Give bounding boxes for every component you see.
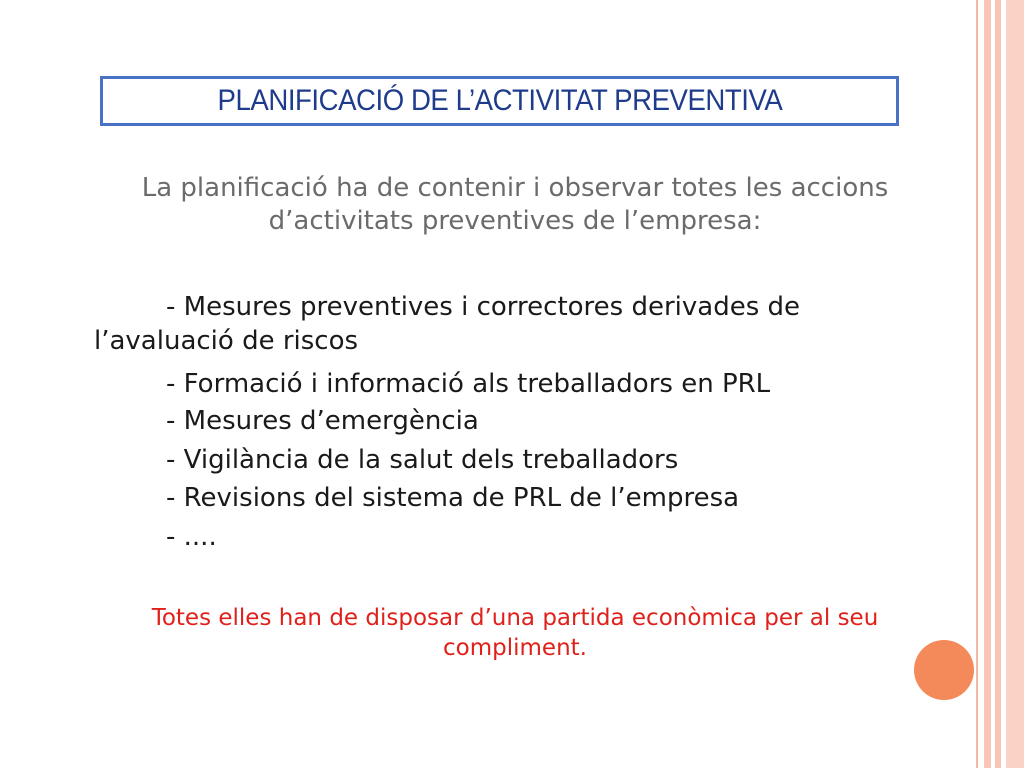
list-item: - Mesures d’emergència <box>166 406 479 436</box>
title-box <box>100 76 899 126</box>
list-item: - Vigilància de la salut dels treballadors <box>166 445 679 475</box>
footer-line-2: compliment. <box>443 635 587 661</box>
decorative-stripe <box>1006 0 1024 768</box>
list-item: - Formació i informació als treballadors en PRL <box>166 369 771 399</box>
slide-title: PLANIFICACIÓ DE L’ACTIVITAT PREVENTIVA <box>217 84 782 117</box>
intro-text <box>40 172 990 238</box>
list-item: - .... <box>166 522 217 552</box>
intro-line-1: La planificació ha de contenir i observar totes les accions <box>141 173 889 203</box>
decorative-stripe <box>995 0 1001 768</box>
footer-note <box>40 603 990 663</box>
list-item: - Revisions del sistema de PRL de l’empresa <box>166 483 740 513</box>
list-item-continuation: l’avaluació de riscos <box>94 326 359 356</box>
footer-line-1: Totes elles han de disposar d’una partida econòmica per al seu <box>151 605 879 631</box>
intro-line-2: d’activitats preventives de l’empresa: <box>268 206 762 236</box>
list-item: - Mesures preventives i correctores derivades de <box>166 292 801 322</box>
